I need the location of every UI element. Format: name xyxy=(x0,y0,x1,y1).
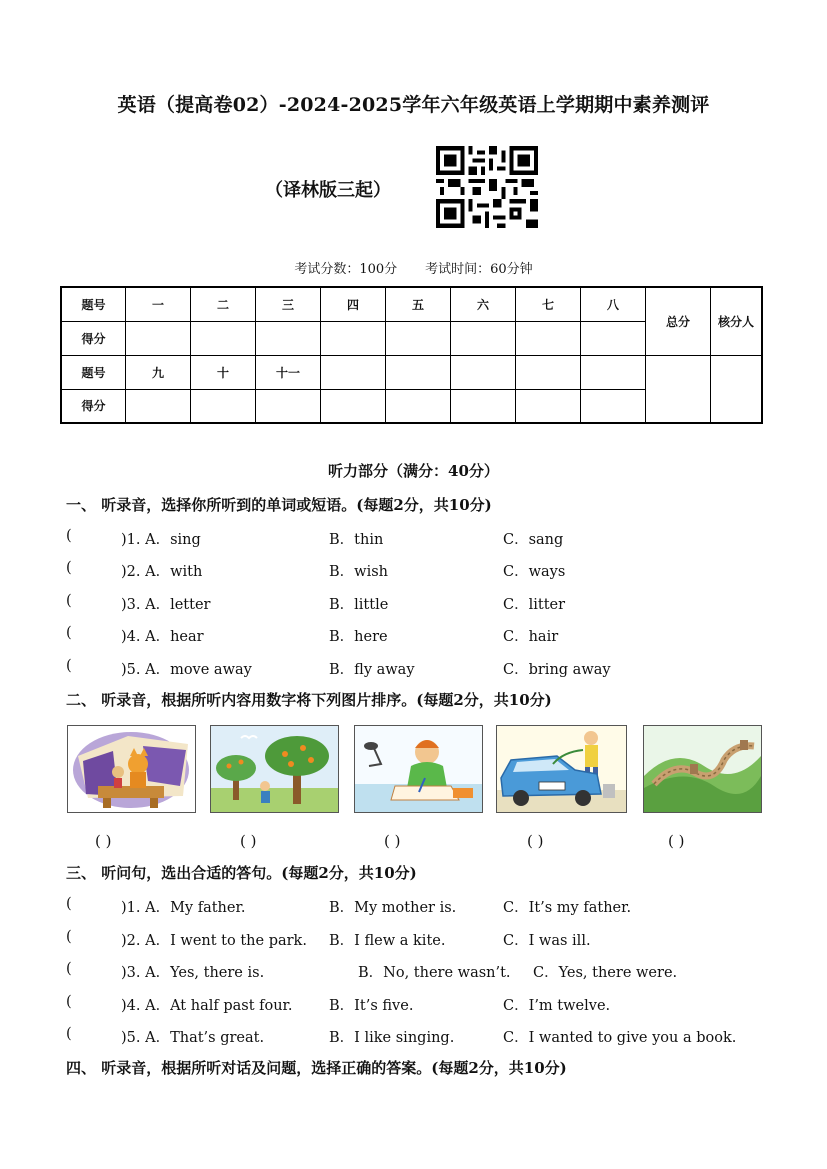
option-b[interactable]: B．I flew a kite. xyxy=(329,933,446,949)
score-cell xyxy=(321,355,386,389)
score-table-header: 七 xyxy=(516,287,581,321)
score-table xyxy=(60,286,763,424)
score-table-header: 二 xyxy=(191,287,256,321)
score-table-total: 总分 xyxy=(646,287,711,355)
option-b[interactable]: B．little xyxy=(329,597,389,613)
score-cell[interactable] xyxy=(191,321,256,355)
answer-paren[interactable]: ( xyxy=(66,929,72,945)
option-a[interactable]: )1. A．sing xyxy=(121,532,201,548)
answer-paren[interactable]: ( xyxy=(66,961,72,977)
score-table-header: 六 xyxy=(451,287,516,321)
score-cell[interactable] xyxy=(126,321,191,355)
option-c[interactable]: C．bring away xyxy=(503,662,611,678)
man-washing-car-picture xyxy=(496,725,627,813)
option-a[interactable]: )5. A．move away xyxy=(121,662,252,678)
castle-cat-picture xyxy=(67,725,196,813)
score-table-label-q1: 题号 xyxy=(61,287,126,321)
score-cell xyxy=(386,355,451,389)
score-cell xyxy=(321,389,386,423)
score-cell[interactable] xyxy=(256,389,321,423)
option-b[interactable]: B．My mother is. xyxy=(329,900,457,916)
score-table-label-q2: 题号 xyxy=(61,355,126,389)
page-title: 英语（提高卷02）-2024-2025学年六年级英语上学期期中素养测评 xyxy=(117,94,710,116)
score-table-header: 八 xyxy=(581,287,646,321)
option-c[interactable]: C．I was ill. xyxy=(503,933,591,949)
option-b[interactable]: B．fly away xyxy=(329,662,415,678)
option-a[interactable]: )1. A．My father. xyxy=(121,900,246,916)
section-3-heading: 三、 听问句，选出合适的答句。(每题2分，共10分) xyxy=(66,864,417,882)
answer-paren[interactable]: ( xyxy=(66,658,72,674)
score-table-header: 四 xyxy=(321,287,386,321)
answer-paren[interactable]: ( xyxy=(66,560,72,576)
score-cell xyxy=(581,389,646,423)
score-cell xyxy=(386,389,451,423)
score-cell[interactable] xyxy=(256,321,321,355)
exam-time: 考试时间：60分钟 xyxy=(425,262,533,277)
score-cell[interactable] xyxy=(451,321,516,355)
option-c[interactable]: C．Yes, there were. xyxy=(533,965,678,981)
option-b[interactable]: B．here xyxy=(329,629,388,645)
answer-paren[interactable]: ( xyxy=(66,896,72,912)
score-table-header: 三 xyxy=(256,287,321,321)
option-a[interactable]: )4. A．At half past four. xyxy=(121,998,293,1014)
exam-score: 考试分数：100分 xyxy=(294,262,398,277)
page-subtitle: （译林版三起） xyxy=(265,180,391,201)
score-cell xyxy=(451,389,516,423)
section-2-heading: 二、 听录音，根据所听内容用数字将下列图片排序。(每题2分，共10分) xyxy=(66,691,552,709)
option-a[interactable]: )2. A．with xyxy=(121,564,203,580)
option-c[interactable]: C．hair xyxy=(503,629,559,645)
total-cell[interactable] xyxy=(646,355,711,423)
option-c[interactable]: C．litter xyxy=(503,597,566,613)
score-cell xyxy=(451,355,516,389)
boy-drawing-picture xyxy=(354,725,483,813)
score-cell[interactable] xyxy=(581,321,646,355)
score-cell[interactable] xyxy=(386,321,451,355)
score-table-header: 九 xyxy=(126,355,191,389)
score-cell[interactable] xyxy=(126,389,191,423)
score-table-checker: 核分人 xyxy=(711,287,763,355)
orange-trees-picture xyxy=(210,725,339,813)
section-1-heading: 一、 听录音，选择你所听到的单词或短语。(每题2分，共10分) xyxy=(66,496,492,514)
option-c[interactable]: C．sang xyxy=(503,532,564,548)
score-cell[interactable] xyxy=(191,389,256,423)
score-table-header: 五 xyxy=(386,287,451,321)
option-b[interactable]: B．It’s five. xyxy=(329,998,414,1014)
exam-info xyxy=(0,258,827,277)
option-a[interactable]: )5. A．That’s great. xyxy=(121,1030,265,1046)
qr-code-icon xyxy=(436,146,538,228)
option-a[interactable]: )3. A．letter xyxy=(121,597,211,613)
option-b[interactable]: B．thin xyxy=(329,532,384,548)
answer-paren[interactable]: ( xyxy=(66,593,72,609)
score-cell[interactable] xyxy=(516,321,581,355)
score-table-label-s2: 得分 xyxy=(61,389,126,423)
picture-order-blank-5[interactable]: ( ) xyxy=(668,832,685,850)
picture-order-blank-4[interactable]: ( ) xyxy=(527,832,544,850)
score-cell xyxy=(516,355,581,389)
option-b[interactable]: B．No, there wasn’t. xyxy=(358,965,511,981)
great-wall-picture xyxy=(643,725,762,813)
answer-paren[interactable]: ( xyxy=(66,625,72,641)
option-c[interactable]: C．ways xyxy=(503,564,566,580)
score-table-header: 一 xyxy=(126,287,191,321)
score-cell[interactable] xyxy=(321,321,386,355)
option-c[interactable]: C．I wanted to give you a book. xyxy=(503,1030,737,1046)
score-table-header: 十 xyxy=(191,355,256,389)
checker-cell[interactable] xyxy=(711,355,763,423)
picture-order-blank-2[interactable]: ( ) xyxy=(240,832,257,850)
option-b[interactable]: B．I like singing. xyxy=(329,1030,455,1046)
picture-order-blank-3[interactable]: ( ) xyxy=(384,832,401,850)
option-a[interactable]: )2. A．I went to the park. xyxy=(121,933,307,949)
answer-paren[interactable]: ( xyxy=(66,528,72,544)
answer-paren[interactable]: ( xyxy=(66,1026,72,1042)
listening-header: 听力部分（满分：40分） xyxy=(328,462,499,480)
score-table-label-s1: 得分 xyxy=(61,321,126,355)
answer-paren[interactable]: ( xyxy=(66,994,72,1010)
option-a[interactable]: )3. A．Yes, there is. xyxy=(121,965,265,981)
section-4-heading: 四、 听录音，根据所听对话及问题，选择正确的答案。(每题2分，共10分) xyxy=(66,1059,567,1077)
score-table-header: 十一 xyxy=(256,355,321,389)
option-b[interactable]: B．wish xyxy=(329,564,388,580)
option-c[interactable]: C．It’s my father. xyxy=(503,900,632,916)
score-cell xyxy=(516,389,581,423)
option-c[interactable]: C．I’m twelve. xyxy=(503,998,611,1014)
score-cell xyxy=(581,355,646,389)
picture-order-blank-1[interactable]: ( ) xyxy=(95,832,112,850)
option-a[interactable]: )4. A．hear xyxy=(121,629,204,645)
